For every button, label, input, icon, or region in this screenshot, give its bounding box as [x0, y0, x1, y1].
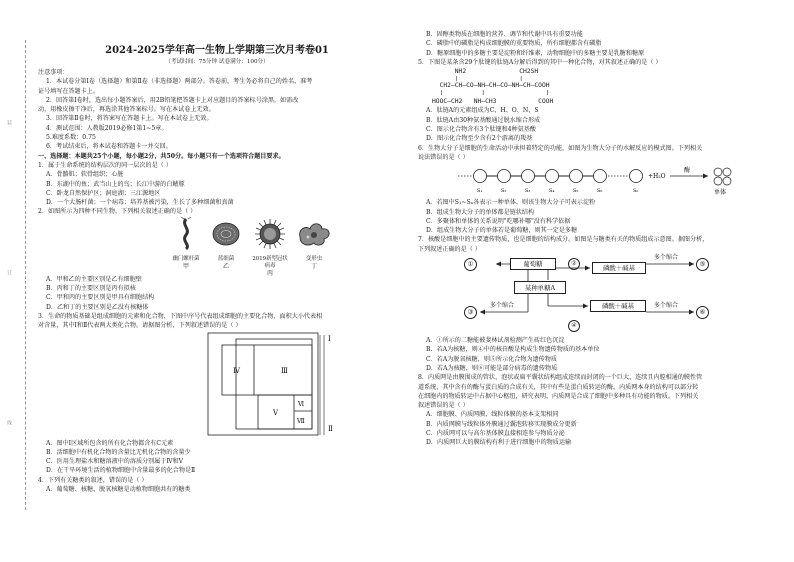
option-c: C．若A为脱氧核糖，则⑤所示化合物为遗传物质 — [426, 355, 557, 363]
instruction-line: 3．回答第Ⅱ卷时，将答案写在答题卡上。写在本试卷上无效。 — [46, 115, 213, 123]
venn-label-VI: Ⅵ — [298, 400, 305, 408]
organism-name: 蓝细菌 — [217, 255, 235, 262]
h-pylori-illustration — [178, 217, 194, 251]
condensation-label: 多个缩合 — [490, 302, 515, 310]
exam-subtitle: （考试时间：75分钟 试卷满分：100分） — [165, 59, 269, 65]
question-stem: 道系统，其中含有的酶与蛋白质的合成有关，其中有些是蛋白质转运的酶，内质网本身的结构可以部分转 — [418, 383, 699, 391]
option-c: C．磷脂中的磷脂是构成细胞膜的重要物质，所有细胞都含有磷脂 — [426, 40, 602, 48]
water-label: +H₂O — [648, 173, 666, 181]
phosphate-base-box-top: 磷酸＋碱基 — [592, 262, 646, 274]
question-stem: 8．内质网是由膜围成的管状、泡状或扁平囊状结构组成连续而封闭的一个巨大、连续且内腔相通的膜性管 — [418, 374, 703, 382]
option-a: A．骨骼肌；软骨组织；心脏 — [46, 171, 124, 179]
instruction-line: 注意事项： — [38, 69, 69, 76]
option-a: A．若图中S₁~Sₙ各表示一种单体，则该生物大分子可表示淀粉 — [426, 199, 596, 207]
question-stem: 1．属于生命系统的结构层次的同一层次的是（ ） — [38, 161, 172, 169]
question-4-continued — [418, 30, 774, 58]
organism-coronavirus — [250, 217, 290, 277]
question-stem: 7．核酸是细胞中的主要遗传物质，也是细胞的结构成分。如图是与糖类有关的物质组成示意图。据图分析， — [418, 236, 709, 244]
instruction-line: 动，用橡皮擦干净后，再选涂其他答案标号。写在本试卷上无效。 — [38, 106, 215, 114]
structure-line: | | | — [432, 90, 550, 96]
option-c: C．医用生理盐水和糖溶液中的溶质分别属于Ⅳ和Ⅴ — [46, 458, 184, 466]
organism-name: 幽门螺杆菌 — [172, 255, 200, 262]
question-5 — [418, 58, 774, 144]
option-b: B．丙和丁的主要区别是丙有拟核 — [46, 285, 136, 293]
condensation-label: 多个缩合 — [654, 254, 679, 262]
option-a: A．细胞膜、内质网膜、线粒体膜的基本支架相同 — [426, 411, 559, 419]
sugar-flow-diagram — [418, 254, 774, 336]
left-column — [38, 30, 396, 494]
structure-line: HOOC—CH2 NH—CH3 COOH — [432, 98, 554, 106]
option-d: D．组成生物大分子的单体若是葡萄糖，则其一定是多糖 — [426, 227, 578, 235]
node-6: ⑥ — [696, 306, 709, 319]
question-stem: 6．生物大分子是细胞的生命活动中承担着特定的功能，如图为生物大分子的水解反应的模式图。下列相关 — [418, 144, 703, 152]
option-a: A．图中Ⅰ区域所包含的所有化合物都含有C元素 — [46, 439, 174, 447]
option-a: A．①所示的二糖能被斐林试剂检测产生砖红色沉淀 — [426, 337, 565, 345]
venn-label-V: Ⅴ — [273, 408, 279, 417]
question-stem: 4．下列有关糖类的叙述，错误的是（ ） — [38, 476, 148, 484]
option-d: D．乙和丁的主要区别是乙没有核糖体 — [46, 303, 149, 311]
organism-name: 变形虫 — [305, 255, 323, 262]
unit-label: S₁ — [477, 188, 483, 195]
structure-line: CH2—CH—CO—NH—CH—CO—NH—CH—COOH — [432, 82, 550, 90]
option-c: C．图示化合物含有3个肽键和4种氨基酸 — [426, 126, 536, 134]
option-c: C．多聚体和单体的关系说明"吃哪补哪"没有科学依据 — [426, 217, 571, 225]
option-b: B．内质网膜与线粒体外膜通过囊泡转移实现膜成分更新 — [426, 420, 577, 428]
option-b: B．东湖中的鱼；武当山上的鸟；长江中游的白鳍豚 — [46, 180, 185, 188]
option-d: D．糖原细胞中的多糖主要是淀粉和纤维素，动物细胞中的多糖主要是乳糖和糖原 — [426, 49, 645, 57]
organism-letter: 丁 — [310, 262, 317, 270]
organism-h-pylori — [166, 217, 206, 270]
chemical-structure — [418, 67, 774, 101]
venn-label-IV: Ⅳ — [233, 366, 240, 375]
venn-label-II: Ⅱ — [328, 424, 333, 433]
question-7 — [418, 235, 774, 373]
enzyme-label: 酶 — [684, 167, 691, 175]
unit-label: S₃ — [525, 188, 531, 195]
phosphate-base-box-bottom: 磷酸＋碱基 — [590, 300, 646, 312]
gutter-char: 装 — [6, 120, 12, 125]
unit-label: S₄ — [549, 188, 555, 195]
section-heading: 一、选择题：本题共25个小题，每小题2分，共50分。每小题只有一个选项符合题目要求。 — [38, 152, 285, 160]
node-1: ① — [464, 258, 477, 271]
compound-area-svg — [38, 331, 396, 439]
option-c: C．甲和丙的主要区别是甲具有细胞结构 — [46, 294, 155, 302]
question-stem: 5．下图是某条含29个肽键的肽链A分解后得到的其中一种化合物，对其叙述正确的是（ ） — [418, 58, 662, 66]
compound-area-diagram — [38, 331, 396, 439]
unit-label: S₅ — [573, 188, 579, 195]
instruction-line: 5.难度系数：0.75 — [46, 134, 96, 142]
instruction-line: 1．本试卷分第Ⅰ卷（选择题）和第Ⅱ卷（非选择题）两部分。答卷前，考生务必将自己的姓名、准考 — [46, 78, 313, 86]
node-3: ③ — [464, 306, 477, 319]
option-a: A．甲和乙的主要区别是乙有细胞壁 — [46, 275, 142, 283]
option-c: C．卧龙自然保护区；洞庭湖；三江源地区 — [46, 189, 161, 197]
exam-title: 2024-2025学年高一生物上学期第三次月考卷01 — [105, 45, 329, 56]
option-d: D．内质网巨大的膜结构有利于进行细胞中的物质运输 — [426, 439, 572, 447]
question-stem: 叙述错误的是（ ） — [418, 402, 469, 410]
question-stem: 3．生命的物质基础是组成细胞的元素和化合物，下图中序号代表组成细胞的主要化合物，面积大小代表相 — [38, 312, 323, 320]
unit-label: S₆ — [597, 188, 603, 195]
venn-label-VII: Ⅶ — [297, 417, 305, 425]
monomer-label: 单体 — [714, 189, 727, 197]
node-5: ⑤ — [696, 258, 709, 271]
question-stem: 说法错误的是（ ） — [418, 153, 469, 161]
option-b: B．若A为核糖，则④中的核苷酸是构成生物遗传物质的基本单位 — [426, 346, 600, 354]
hydrolysis-diagram — [418, 162, 774, 198]
organism-name: 2019新型冠状病毒 — [252, 255, 288, 269]
organism-amoeba — [294, 217, 334, 270]
option-a: A．肽链A的元素组成为C、H、O、N、S — [426, 107, 539, 115]
gutter-char: 订 — [6, 270, 12, 275]
option-d: D．一个大肠杆菌；一个病毒；培养基被污染，生长了多种细菌和真菌 — [46, 199, 234, 207]
organism-letter: 丙 — [266, 269, 273, 277]
venn-label-III: Ⅲ — [281, 366, 288, 375]
question-stem: 下列叙述正确的是（ ） — [418, 245, 481, 253]
node-4: ④ — [568, 320, 580, 332]
amoeba-illustration — [296, 217, 332, 251]
question-6 — [418, 144, 774, 236]
hydrolysis-svg — [418, 162, 774, 198]
structure-line: | | — [432, 76, 523, 82]
monosaccharide-a-box: 某种单糖A — [514, 281, 566, 294]
option-d: D．图示化合物至少含有2个游离的羧基 — [426, 135, 533, 143]
node-2: ② — [568, 258, 580, 270]
option-c: C．内质网可以与高尔基体膜直接相连参与物质分泌 — [426, 430, 565, 438]
option-b: B．活细胞中有机化合物的含量比无机化合物的含量少 — [46, 448, 191, 456]
question-stem: 在细胞内的物质转运中占据中心枢纽，研究表明，内质网是合成了细胞中多种具有功能的物质。下列相关 — [418, 392, 699, 400]
organism-cyanobacteria — [206, 217, 246, 270]
question-1 — [38, 161, 396, 207]
binding-gutter-line — [20, 40, 26, 510]
instruction-line: 6．考试结束后，将本试卷和答题卡一并交回。 — [46, 143, 172, 151]
organism-letter: 甲 — [182, 262, 189, 270]
right-column — [418, 30, 774, 448]
question-8 — [418, 373, 774, 447]
structure-line: NH2 CH2SH — [432, 68, 539, 76]
coronavirus-illustration — [254, 217, 286, 251]
unit-label: S₂ — [501, 188, 507, 195]
question-3 — [38, 312, 396, 476]
option-a: A．葡萄糖、核糖、脱氧核糖是动植物细胞共有的糖类 — [46, 486, 191, 494]
instruction-line: 证号填写在答题卡上。 — [38, 87, 99, 95]
venn-label-I: Ⅰ — [328, 334, 331, 343]
condensation-label: 多个缩合 — [654, 302, 679, 310]
question-4 — [38, 476, 396, 495]
option-d: D．若A为核糖，则⑥可能是部分病毒的遗传物质 — [426, 364, 558, 372]
gutter-char: 线 — [6, 420, 12, 425]
question-stem: 对含量，其中Ⅰ和Ⅱ代表两大类化合物。请据图分析，下列叙述错误的是（ ） — [38, 322, 242, 330]
question-stem: 2．如图所示为四种不同生物，下列相关叙述正确的是（ ） — [38, 208, 197, 216]
organisms-figure — [38, 217, 396, 275]
instructions — [38, 68, 396, 152]
glucose-box: 葡萄糖 — [510, 258, 556, 270]
option-d: D．在干旱环境生活的植物细胞中含量最多的化合物是Ⅱ — [46, 467, 196, 475]
option-b: B．肽链A由30种氨基酸通过脱水缩合形成 — [426, 116, 541, 124]
cyanobacteria-illustration — [211, 217, 241, 251]
organism-letter: 乙 — [222, 262, 229, 270]
unit-label: Sₙ — [633, 188, 639, 195]
instruction-line: 2．回答第Ⅰ卷时，选出每小题答案后，用2B铅笔把答题卡上对应题目的答案标号涂黑。如需改 — [46, 96, 299, 104]
instruction-line: 4．测试范围：人教版2019必修1第1~5章。 — [46, 124, 168, 132]
question-2 — [38, 207, 396, 311]
option-b: B．固醇类物质在细胞的营养、调节和代谢中具有重要功能 — [426, 31, 583, 38]
option-b: B．组成生物大分子的单体都是链状结构 — [426, 208, 535, 216]
